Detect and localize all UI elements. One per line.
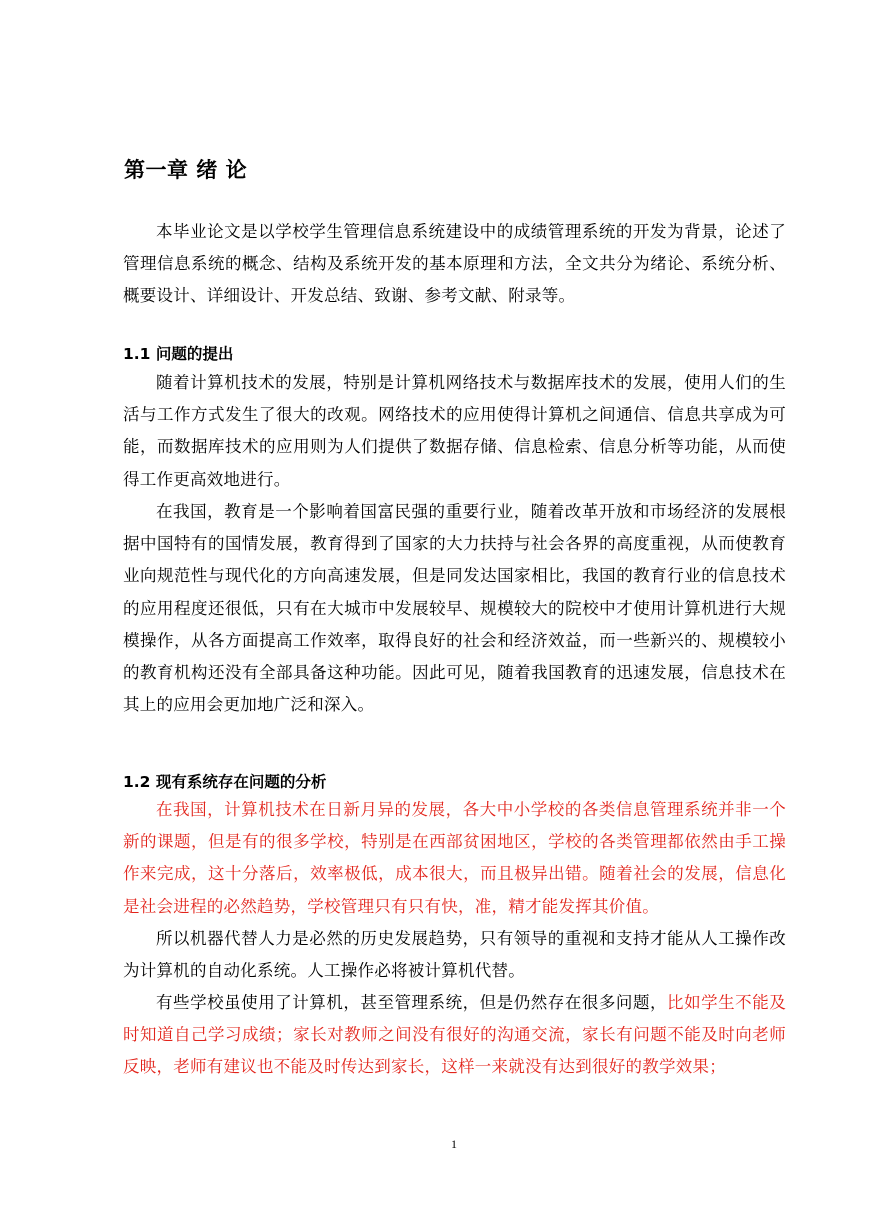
section-1-2-paragraph-3 <box>123 987 786 1084</box>
paragraph-3-plain-text: 有些学校虽使用了计算机，甚至管理系统，但是仍然存在很多问题， <box>156 993 668 1012</box>
section-1-1-paragraph-1: 随着计算机技术的发展，特别是计算机网络技术与数据库技术的发展，使用人们的生活与工作方式发生了很大的改观。网络技术的应用使得计算机之间通信、信息共享成为可能，而数据库技术的应用则为人们提供了数据存储、信息检索、信息分析等功能，从而使得工作更高效地进行。 <box>123 373 786 489</box>
section-1-2-paragraph-1: 在我国，计算机技术在日新月异的发展，各大中小学校的各类信息管理系统并非一个新的课题，但是有的很多学校，特别是在西部贫困地区，学校的各类管理都依然由手工操作来完成，这十分落后，效率极低，成本很大，而且极异出错。随着社会的发展，信息化是社会进程的必然趋势，学校管理只有只有快，准，精才能发挥其价值。 <box>123 800 786 916</box>
paragraph-3-highlighted-text: 比如学生不能及时知道自己学习成绩；家长对教师之间没有很好的沟通交流，家长有问题不能及时向老师反映，老师有建议也不能及时传达到家长，这样一来就没有达到很好的教学效果； <box>123 993 787 1077</box>
section-heading-1-2: 1.2 现有系统存在问题的分析 <box>123 773 327 791</box>
chapter-title: 第一章 绪 论 <box>124 158 248 182</box>
section-1-1-paragraph-2: 在我国，教育是一个影响着国富民强的重要行业，随着改革开放和市场经济的发展根据中国特有的国情发展，教育得到了国家的大力扶持与社会各界的高度重视，从而使教育业向规范性与现代化的方向高速发展，但是同发达国家相比，我国的教育行业的信息技术的应用程度还很低，只有在大城市中发展较早、规模较大的院校中才使用计算机进行大规模操作，从各方面提高工作效率，取得良好的社会和经济效益，而一些新兴的、规模较小的教育机构还没有全部具备这种功能。因此可见，随着我国教育的迅速发展，信息技术在其上的应用会更加地广泛和深入。 <box>123 502 786 715</box>
section-1-2-paragraph-2: 所以机器代替人力是必然的历史发展趋势，只有领导的重视和支持才能从人工操作改为计算机的自动化系统。人工操作必将被计算机代替。 <box>123 929 786 981</box>
section-heading-1-1: 1.1 问题的提出 <box>123 345 234 363</box>
page-number: 1 <box>451 1137 457 1151</box>
intro-paragraph: 本毕业论文是以学校学生管理信息系统建设中的成绩管理系统的开发为背景，论述了管理信息系统的概念、结构及系统开发的基本原理和方法，全文共分为绪论、系统分析、概要设计、详细设计、开发总结、致谢、参考文献、附录等。 <box>123 222 786 306</box>
